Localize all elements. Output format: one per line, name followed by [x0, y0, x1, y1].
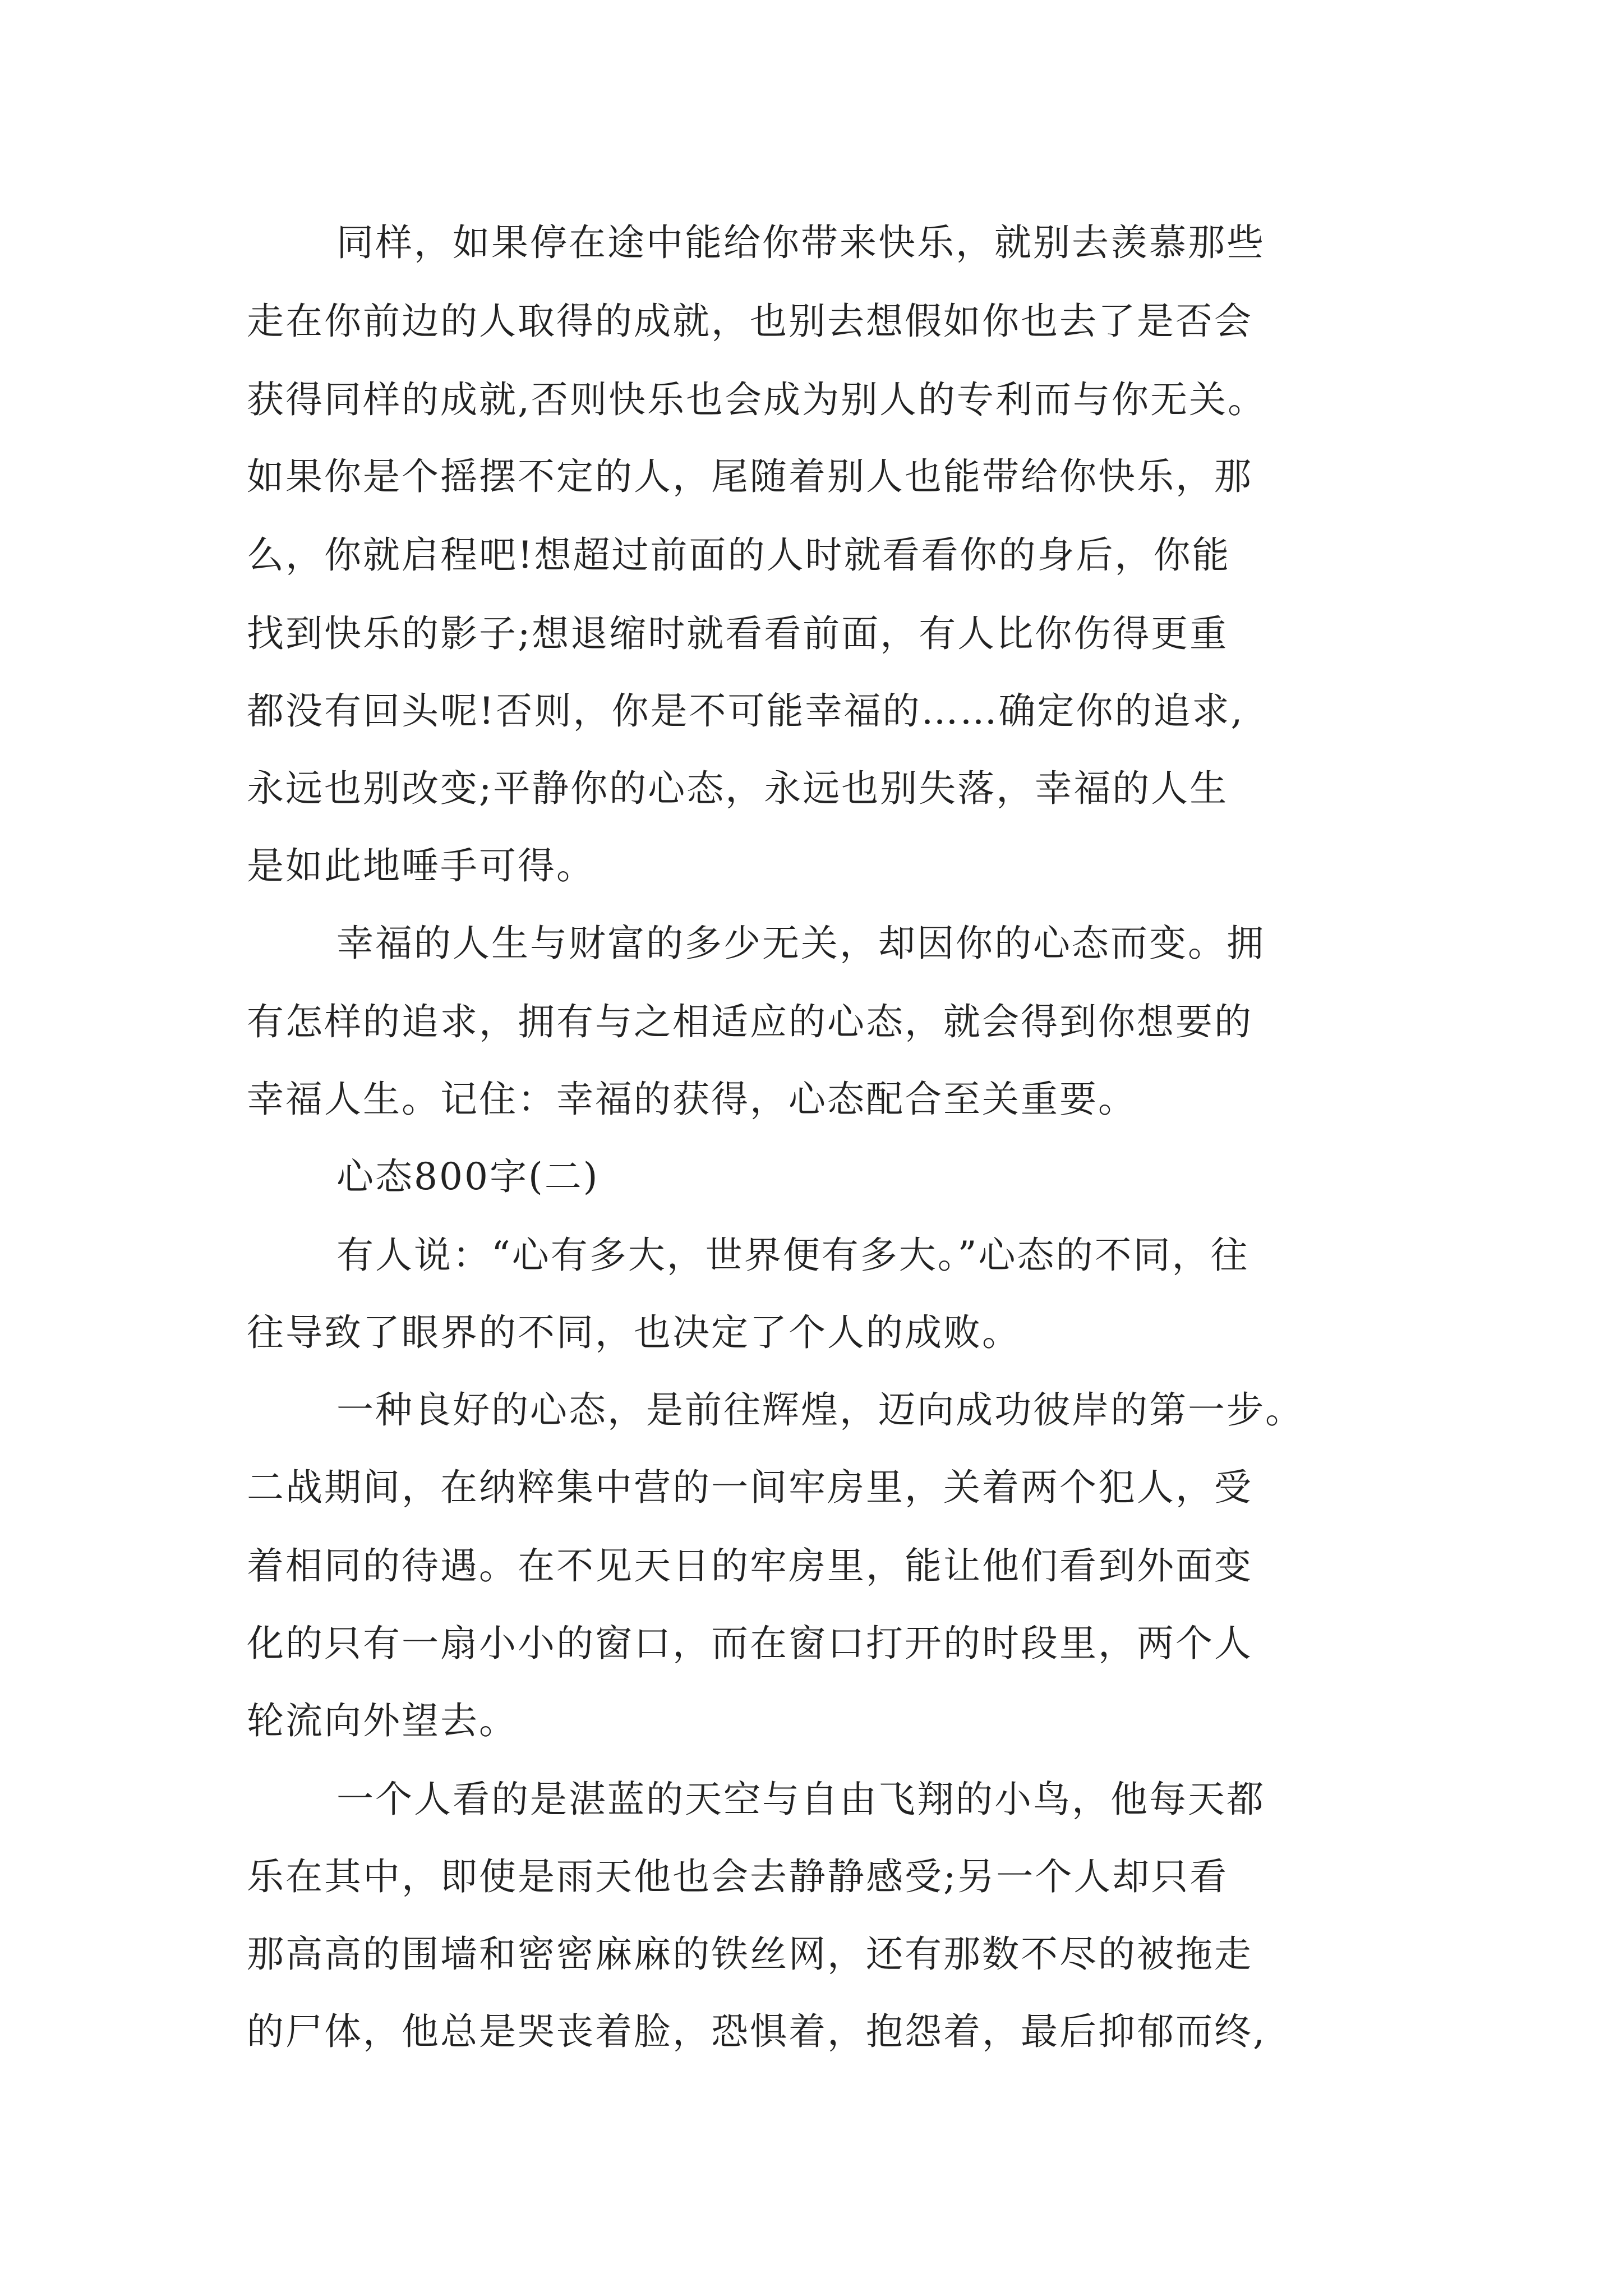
text-line-15: 往导致了眼界的不同，也决定了个人的成败。 [247, 1311, 1021, 1354]
text-line-14: 有人说：“心有多大，世界便有多大。”心态的不同，往 [336, 1234, 1249, 1277]
text-line-23: 那高高的围墙和密密麻麻的铁丝网，还有那数不尽的被拖走 [247, 1932, 1253, 1976]
text-line-22: 乐在其中，即使是雨天他也会去静静感受;另一个人却只看 [247, 1855, 1229, 1898]
text-line-2: 走在你前边的人取得的成就，也别去想假如你也去了是否会 [247, 300, 1253, 343]
text-line-8: 永远也别改变;平静你的心态，永远也别失落，幸福的人生 [247, 767, 1229, 810]
text-line-5: 么，你就启程吧!想超过前面的人时就看看你的身后，你能 [247, 533, 1231, 577]
text-line-24: 的尸体，他总是哭丧着脸，恐惧着，抱怨着，最后抑郁而终, [247, 2010, 1266, 2053]
text-line-18: 着相同的待遇。在不见天日的牢房里，能让他们看到外面变 [247, 1544, 1253, 1588]
text-line-16: 一种良好的心态，是前往辉煌，迈向成功彼岸的第一步。 [336, 1388, 1304, 1432]
section-heading: 心态800字(二) [336, 1155, 600, 1198]
text-line-17: 二战期间，在纳粹集中营的一间牢房里，关着两个犯人，受 [247, 1466, 1253, 1509]
text-line-20: 轮流向外望去。 [247, 1699, 518, 1742]
text-line-19: 化的只有一扇小小的窗口，而在窗口打开的时段里，两个人 [247, 1622, 1253, 1665]
text-line-4: 如果你是个摇摆不定的人，尾随着别人也能带给你快乐，那 [247, 455, 1253, 498]
text-line-12: 幸福人生。记住：幸福的获得，心态配合至关重要。 [247, 1078, 1137, 1121]
text-line-1: 同样，如果停在途中能给你带来快乐，就别去羡慕那些 [336, 221, 1265, 264]
text-line-9: 是如此地唾手可得。 [247, 844, 595, 887]
text-line-21: 一个人看的是湛蓝的天空与自由飞翔的小鸟，他每天都 [336, 1778, 1265, 1821]
text-line-11: 有怎样的追求，拥有与之相适应的心态，就会得到你想要的 [247, 1000, 1253, 1043]
text-line-7: 都没有回头呢!否则，你是不可能幸福的……确定你的追求, [247, 689, 1244, 733]
text-line-3: 获得同样的成就,否则快乐也会成为别人的专利而与你无关。 [247, 378, 1266, 421]
text-line-10: 幸福的人生与财富的多少无关，却因你的心态而变。拥 [336, 922, 1265, 965]
text-line-6: 找到快乐的影子;想退缩时就看看前面，有人比你伤得更重 [247, 612, 1229, 655]
